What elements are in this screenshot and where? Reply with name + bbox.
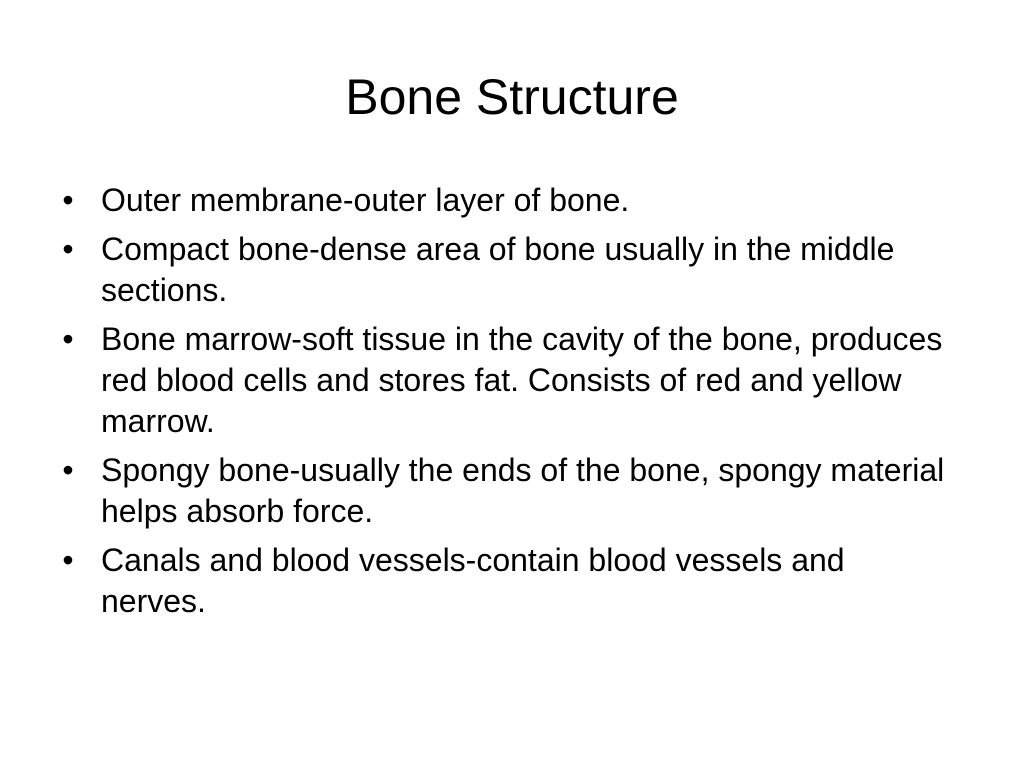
bullet-dot-icon: • xyxy=(62,182,74,218)
bullet-list xyxy=(58,180,958,630)
bullet-item-outer-membrane xyxy=(58,180,958,221)
bullet-item-canals-vessels xyxy=(58,540,958,622)
bullet-dot-icon: • xyxy=(62,231,74,267)
bullet-text: Spongy bone-usually the ends of the bone, spongy material helps absorb force. xyxy=(101,452,945,529)
slide-title: Bone Structure xyxy=(345,69,679,125)
bullet-text: Bone marrow-soft tissue in the cavity of the bone, produces red blood cells and stores fat. Consists of red and yellow marrow. xyxy=(101,321,943,439)
bullet-item-spongy-bone xyxy=(58,450,958,532)
bullet-dot-icon: • xyxy=(62,452,74,488)
bullet-text: Compact bone-dense area of bone usually in the middle sections. xyxy=(101,231,895,308)
bullet-dot-icon: • xyxy=(62,542,74,578)
bullet-text: Canals and blood vessels-contain blood vessels and nerves. xyxy=(101,542,845,619)
bullet-item-bone-marrow xyxy=(58,319,958,442)
bullet-text: Outer membrane-outer layer of bone. xyxy=(101,182,630,218)
bullet-dot-icon: • xyxy=(62,321,74,357)
bullet-item-compact-bone xyxy=(58,229,958,311)
